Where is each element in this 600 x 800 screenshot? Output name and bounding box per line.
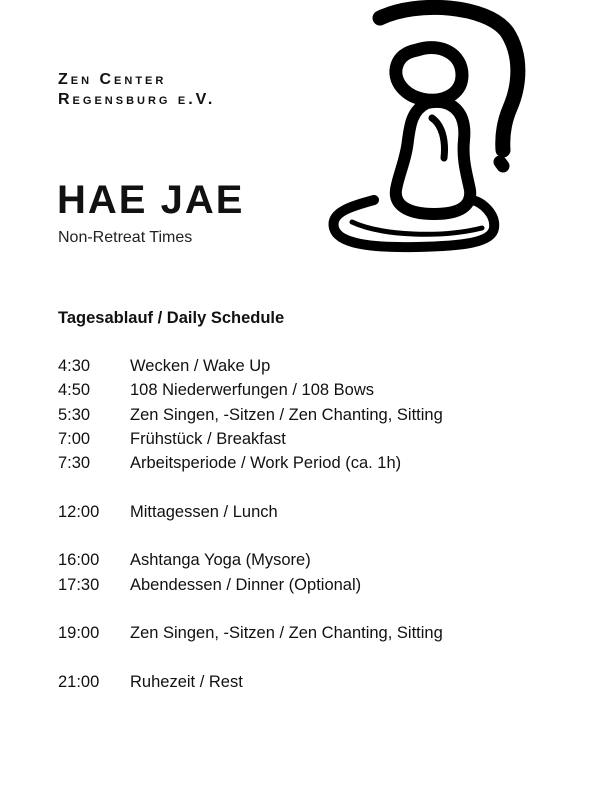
schedule-activity: Zen Singen, -Sitzen / Zen Chanting, Sitting bbox=[130, 624, 443, 643]
schedule-time: 21:00 bbox=[58, 672, 100, 691]
organization-name-line1: Zen Center bbox=[58, 71, 167, 88]
schedule-time: 5:30 bbox=[58, 405, 91, 424]
schedule-row bbox=[58, 378, 443, 402]
schedule-row bbox=[58, 621, 443, 645]
schedule-activity: Arbeitsperiode / Work Period (ca. 1h) bbox=[130, 454, 402, 473]
schedule-row bbox=[58, 500, 443, 524]
schedule-heading: Tagesablauf / Daily Schedule bbox=[58, 309, 285, 327]
schedule-row bbox=[58, 573, 443, 597]
organization-name-line2: Regensburg e.V. bbox=[58, 91, 216, 108]
schedule-time: 4:30 bbox=[58, 357, 91, 375]
schedule-time: 19:00 bbox=[58, 624, 100, 643]
schedule-activity: Wecken / Wake Up bbox=[130, 357, 271, 375]
schedule-activity: Zen Singen, -Sitzen / Zen Chanting, Sitting bbox=[130, 405, 443, 424]
schedule-time: 12:00 bbox=[58, 502, 100, 521]
schedule-activity: Mittagessen / Lunch bbox=[130, 502, 278, 521]
schedule-row bbox=[58, 403, 443, 427]
page-title: HAE JAE bbox=[57, 178, 245, 222]
schedule-activity: Abendessen / Dinner (Optional) bbox=[130, 575, 362, 594]
zen-calligraphy-logo-icon bbox=[322, 0, 532, 275]
organization-name bbox=[58, 70, 215, 110]
schedule-activity: Ruhezeit / Rest bbox=[130, 672, 243, 691]
schedule-row bbox=[58, 427, 443, 451]
schedule-time: 7:30 bbox=[58, 454, 91, 473]
schedule-list bbox=[58, 354, 443, 694]
schedule-time: 16:00 bbox=[58, 551, 100, 570]
schedule-activity: Frühstück / Breakfast bbox=[130, 429, 286, 448]
schedule-row bbox=[58, 670, 443, 694]
schedule-row bbox=[58, 354, 443, 378]
schedule-time: 4:50 bbox=[58, 381, 91, 400]
schedule-time: 17:30 bbox=[58, 575, 100, 594]
schedule-activity: 108 Niederwerfungen / 108 Bows bbox=[130, 381, 374, 400]
page-subtitle: Non-Retreat Times bbox=[58, 229, 193, 246]
schedule-row bbox=[58, 548, 443, 572]
schedule-time: 7:00 bbox=[58, 429, 91, 448]
schedule-row bbox=[58, 451, 443, 475]
schedule-activity: Ashtanga Yoga (Mysore) bbox=[130, 551, 311, 570]
